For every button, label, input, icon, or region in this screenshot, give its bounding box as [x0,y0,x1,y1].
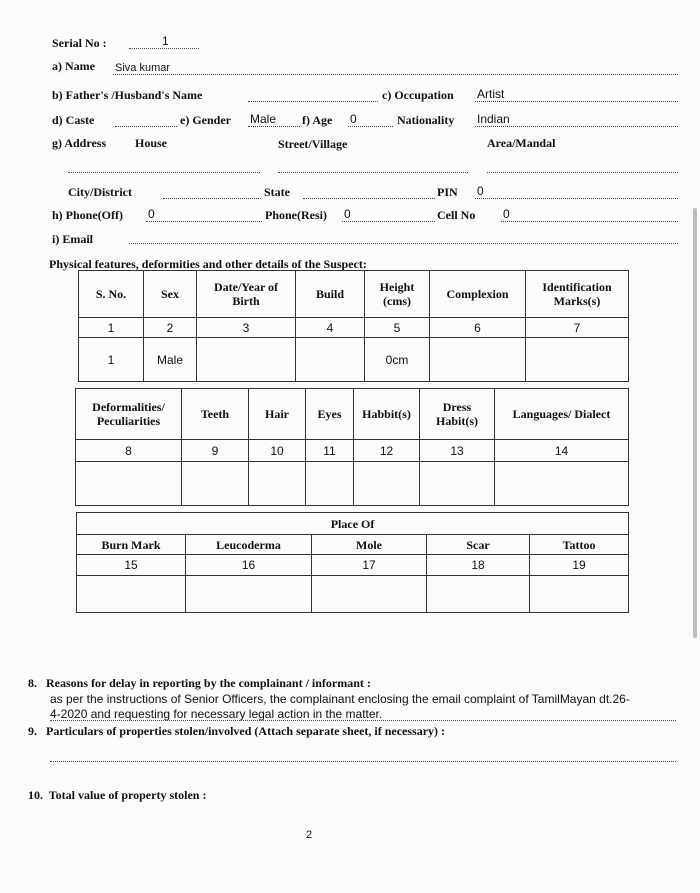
gender-label: e) Gender [180,113,231,127]
table3-data-row [77,576,629,613]
serial-label: Serial No : [52,36,107,50]
caste-label: d) Caste [52,113,95,127]
table3-title-row [77,513,629,535]
physical-heading: Physical features, deformities and other details of the Suspect: [49,257,367,271]
table1-data-cell: Male [144,338,197,382]
state-line [303,198,435,199]
reason-text-line2: 4-2020 and requesting for necessary legal action in the matter. [50,707,383,721]
state-label: State [264,185,290,199]
table1-data-row [79,338,629,382]
table2-number-cell: 11 [306,440,354,462]
age-value: 0 [350,112,357,126]
table2-header-cell: Deformalities/ Peculiarities [76,389,182,440]
table1-number-cell: 2 [144,318,197,338]
table1-header-cell: Build [296,271,365,318]
table2-number-cell: 14 [495,440,629,462]
properties-line [50,761,676,762]
table1-header-cell: Date/Year of Birth [197,271,296,318]
caste-line [115,126,177,127]
street-label: Street/Village [278,137,348,151]
pin-line [475,198,678,199]
table2-data-cell [495,462,629,506]
table2-data-cell [249,462,306,506]
name-value: Siva kumar [115,62,171,74]
table3-number-cell: 18 [427,555,530,576]
age-line [348,126,393,127]
phone-off-value: 0 [148,207,155,221]
father-label: b) Father's /Husband's Name [52,88,203,102]
cell-value: 0 [503,207,510,221]
area-label: Area/Mandal [487,136,556,150]
table3-number-cell: 17 [312,555,427,576]
occupation-label: c) Occupation [382,88,454,102]
house-line [68,172,260,173]
table1-header-cell: S. No. [79,271,144,318]
email-label: i) Email [52,232,93,246]
serial-line [129,48,199,49]
table3-number-cell: 16 [186,555,312,576]
table3-header-cell: Tattoo [530,535,629,555]
physical-features-table [78,270,629,382]
table3-data-cell [77,576,186,613]
table1-header-row [79,271,629,318]
address-label: g) Address [52,136,107,150]
father-line [248,101,378,102]
cell-label: Cell No [437,208,476,222]
phone-off-line [146,221,262,222]
nationality-value: Indian [477,112,510,126]
table1-header-cell: Sex [144,271,197,318]
table1-number-cell: 7 [526,318,629,338]
table3-header-cell: Scar [427,535,530,555]
occupation-line [475,101,678,102]
age-label: f) Age [302,113,333,127]
table2-data-cell [354,462,420,506]
table1-data-cell [296,338,365,382]
table1-number-cell: 6 [430,318,526,338]
email-line [129,243,678,244]
table3-number-cell: 15 [77,555,186,576]
table2-number-row [76,440,629,462]
table1-data-cell [430,338,526,382]
phone-resi-value: 0 [344,207,351,221]
area-line [487,172,678,173]
table3-header-cell: Mole [312,535,427,555]
table1-data-cell: 1 [79,338,144,382]
street-line [278,172,468,173]
table1-number-cell: 5 [365,318,430,338]
properties-label: 9. Particulars of properties stolen/involved (Attach separate sheet, if necessary) : [28,724,446,738]
deformities-table [75,388,629,506]
phone-off-label: h) Phone(Off) [52,208,123,222]
total-value-label: 10. Total value of property stolen : [28,788,207,802]
table2-header-row [76,389,629,440]
reason-label: 8. Reasons for delay in reporting by the complainant / informant : [28,676,371,690]
phone-resi-line [342,221,435,222]
place-of-table [76,512,629,613]
nationality-line [475,126,678,127]
table3-header-row [77,535,629,555]
reason-line [50,720,676,721]
table1-number-cell: 4 [296,318,365,338]
table2-number-cell: 13 [420,440,495,462]
table1-number-cell: 1 [79,318,144,338]
table1-header-cell: Identification Marks(s) [526,271,629,318]
nationality-label: Nationality [397,113,455,127]
table3-data-cell [427,576,530,613]
table3-data-cell [530,576,629,613]
table1-header-cell: Height (cms) [365,271,430,318]
table1-number-row [79,318,629,338]
cell-line [501,221,678,222]
table3-data-cell [312,576,427,613]
table2-header-cell: Teeth [182,389,249,440]
table1-data-cell [197,338,296,382]
table2-number-cell: 8 [76,440,182,462]
table2-header-cell: Habbit(s) [354,389,420,440]
phone-resi-label: Phone(Resi) [265,208,327,222]
table3-title: Place Of [77,513,629,535]
table2-number-cell: 12 [354,440,420,462]
reason-text-line1: as per the instructions of Senior Officers, the complainant enclosing the email complaint of TamilMayan dt.26- [50,692,630,706]
pin-value: 0 [477,184,484,198]
table3-header-cell: Burn Mark [77,535,186,555]
gender-value: Male [250,112,277,126]
table2-number-cell: 10 [249,440,306,462]
name-line [113,74,678,75]
table1-data-cell [526,338,629,382]
city-label: City/District [68,185,132,199]
city-line [163,198,261,199]
table2-data-cell [420,462,495,506]
pin-label: PIN [437,185,458,199]
table2-data-row [76,462,629,506]
table2-data-cell [306,462,354,506]
table2-data-cell [182,462,249,506]
table1-header-cell: Complexion [430,271,526,318]
gender-line [248,126,300,127]
table2-header-cell: Eyes [306,389,354,440]
table2-number-cell: 9 [182,440,249,462]
name-label: a) Name [52,59,95,73]
table3-number-row [77,555,629,576]
table2-header-cell: Hair [249,389,306,440]
table3-number-cell: 19 [530,555,629,576]
table2-data-cell [76,462,182,506]
table1-data-cell: 0cm [365,338,430,382]
table3-header-cell: Leucoderma [186,535,312,555]
table2-header-cell: Languages/ Dialect [495,389,629,440]
table2-header-cell: Dress Habit(s) [420,389,495,440]
table1-number-cell: 3 [197,318,296,338]
page-number: 2 [306,829,313,841]
vertical-scrollbar[interactable] [693,208,697,638]
occupation-value: Artist [477,87,505,101]
house-label: House [135,136,168,150]
serial-value: 1 [162,34,169,48]
table3-data-cell [186,576,312,613]
